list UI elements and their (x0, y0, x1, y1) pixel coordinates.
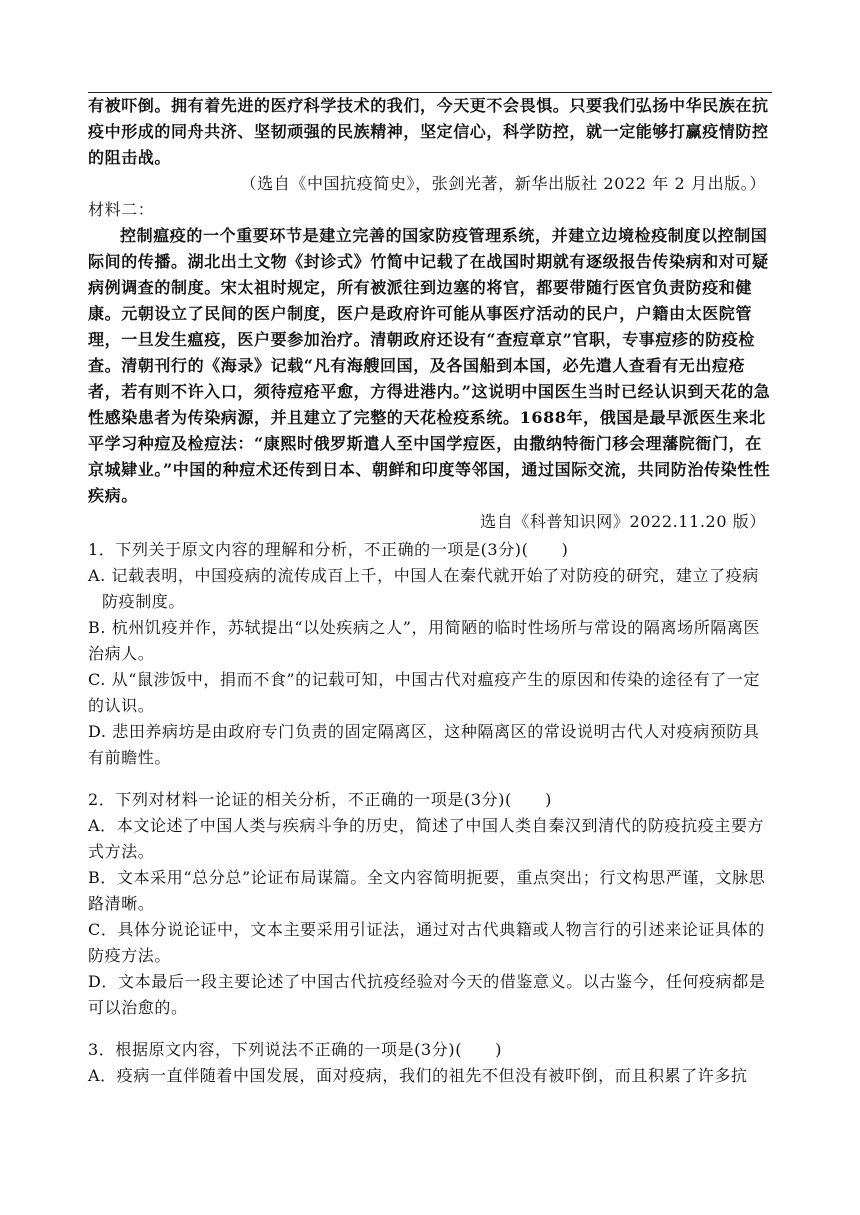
option-b: B. 杭州饥疫并作，苏轼提出“以处疾病之人”，用简陋的临时性场所与常设的隔离场所隔离医治病人。 (88, 618, 761, 663)
option-d: D. 悲田养病坊是由政府专门负责的固定隔离区，这种隔离区的常设说明古代人对疫病预防具有前瞻性。 (88, 722, 760, 767)
spacer (88, 1021, 772, 1035)
option-a: A．本文论述了中国人类与疾病斗争的历史，简述了中国人类自秦汉到清代的防疫抗疫主要方式方法。 (88, 816, 765, 861)
question-1 (88, 537, 772, 771)
question-3 (88, 1037, 772, 1089)
question-stem: 3．根据原文内容，下列说法不正确的一项是(3分)( ) (88, 1040, 503, 1059)
option-c: C. 从“鼠涉饭中，捐而不食”的记载可知，中国古代对瘟疫产生的原因和传染的途径有了一定的认识。 (88, 670, 761, 715)
material1-source: （选自《中国抗疫简史》，张剑光著，新华出版社 2022 年 2 月出版。） (240, 174, 766, 193)
option-b: B．文本采用“总分总”论证布局谋篇。全文内容简明扼要，重点突出；行文构思严谨，文脉思路清晰。 (88, 868, 766, 913)
material2-body: 控制瘟疫的一个重要环节是建立完善的国家防疫管理系统，并建立边境检疫制度以控制国际间的传播。湖北出土文物《封诊式》竹简中记载了在战国时期就有逐级报告传染病和对可疑病例调查的制度。宋太祖时规定，所有被派往到边塞的将官，都要带随行医官负责防疫和健康。元朝设立了民间的医户制度，医户是政府许可能从事医疗活动的民户，户籍由太医院管理，一旦发生瘟疫，医户要参加治疗。清朝政府还设有“查痘章京”官职，专事痘疹的防疫检查。清朝刊行的《海录》记载“凡有海艘回国，及各国船到本国，必先遣人查看有无出痘疮者，若有则不许入口，须待痘疮平愈，方得进港内。”这说明中国医生当时已经认识到天花的急性感染患者为传染病源，并且建立了完整的天花检疫系统。1688年，俄国是最早派医生来北平学习种痘及检痘法：“康熙时俄罗斯遣人至中国学痘医，由撒纳特衙门移会理藩院衙门，在京城肄业。”中国的种痘术还传到日本、朝鲜和印度等邻国，通过国际交流，共同防治传染性性疾病。 (88, 226, 771, 505)
option-a: A．疫病一直伴随着中国发展，面对疫病，我们的祖先不但没有被吓倒，而且积累了许多抗 (88, 1066, 748, 1085)
material1-tail: 有被吓倒。拥有着先进的医疗科学技术的我们，今天更不会畏惧。只要我们弘扬中华民族在抗疫中形成的同舟共济、坚韧顽强的民族精神，坚定信心，科学防控，就一定能够打赢疫情防控的阻击战。 (88, 96, 769, 167)
material2-heading: 材料二： (88, 200, 155, 219)
spacer (88, 771, 772, 785)
question-stem: 1．下列关于原文内容的理解和分析，不正确的一项是(3分)( ) (88, 540, 569, 559)
option-a: A. 记载表明，中国疫病的流传成百上千，中国人在秦代就开始了对防疫的研究，建立了疫病防疫制度。 (88, 566, 759, 611)
question-stem: 2．下列对材料一论证的相关分析，不正确的一项是(3分)( ) (88, 790, 552, 809)
page-content (88, 93, 772, 1089)
question-2 (88, 787, 772, 1021)
option-c: C．具体分说论证中，文本主要采用引证法，通过对古代典籍或人物言行的引述来论证具体的防疫方法。 (88, 920, 765, 965)
option-d: D．文本最后一段主要论述了中国古代抗疫经验对今天的借鉴意义。以古鉴今，任何疫病都是可以治愈的。 (88, 972, 766, 1017)
material2-source: 选自《科普知识网》2022.11.20 版） (480, 512, 766, 531)
